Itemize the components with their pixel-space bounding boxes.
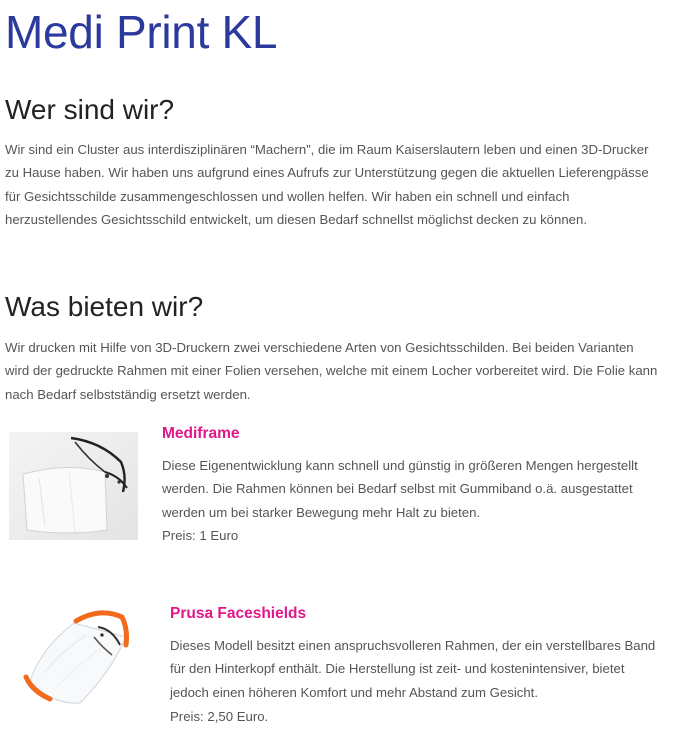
mediframe-price: Preis: 1 Euro <box>162 528 239 543</box>
prusa-faceshield-price: Preis: 2,50 Euro. <box>170 709 269 724</box>
prusa-faceshield-description: Dieses Modell besitzt einen anspruchsvolleren Rahmen, der ein verstellbares Band für den Hinterkopf enthält. Die Herstellung ist zeit- und kostenintensiver, bietet jedoch einen höheren Komfort und mehr Abstand zum Gesicht. <box>170 638 656 700</box>
prusa-faceshield-image <box>22 607 134 709</box>
prusa-faceshield-title: Prusa Faceshields <box>170 605 307 622</box>
face-shield-black-frame-icon <box>9 432 138 540</box>
face-shield-orange-frame-icon <box>22 607 134 709</box>
about-text: Wir sind ein Cluster aus interdisziplinären “Machern”, die im Raum Kaiserslautern leben und einen 3D-Drucker zu Hause haben. Wir haben uns aufgrund eines Aufrufs zur Unterstützung gegen die aktuellen Lieferengpässe für Gesichtsschilde zusammengeschlossen und wollen helfen. Wir haben ein schnell und einfach herzustellendes Gesichtsschild entwickelt, um diesen Bedarf schnellst möglichst decken zu können. <box>5 142 649 227</box>
mediframe-image <box>9 432 138 540</box>
offer-heading: Was bieten wir? <box>5 291 204 322</box>
offer-text: Wir drucken mit Hilfe von 3D-Druckern zwei verschiedene Arten von Gesichtsschilden. Bei beiden Varianten wird der gedruckte Rahmen mit einer Folien versehen, welche mit einem Locher vorbereitet wird. Die Folie kann nach Bedarf selbstständig ersetzt werden. <box>5 340 658 402</box>
about-heading: Wer sind wir? <box>5 94 175 125</box>
mediframe-title: Mediframe <box>162 425 240 442</box>
site-title: Medi Print KL <box>5 6 278 58</box>
mediframe-description: Diese Eigenentwicklung kann schnell und günstig in größeren Mengen hergestellt werden. Die Rahmen können bei Bedarf selbst mit Gummiband o.ä. ausgestattet werden um bei starker Bewegung mehr Halt zu bieten. <box>162 458 638 520</box>
